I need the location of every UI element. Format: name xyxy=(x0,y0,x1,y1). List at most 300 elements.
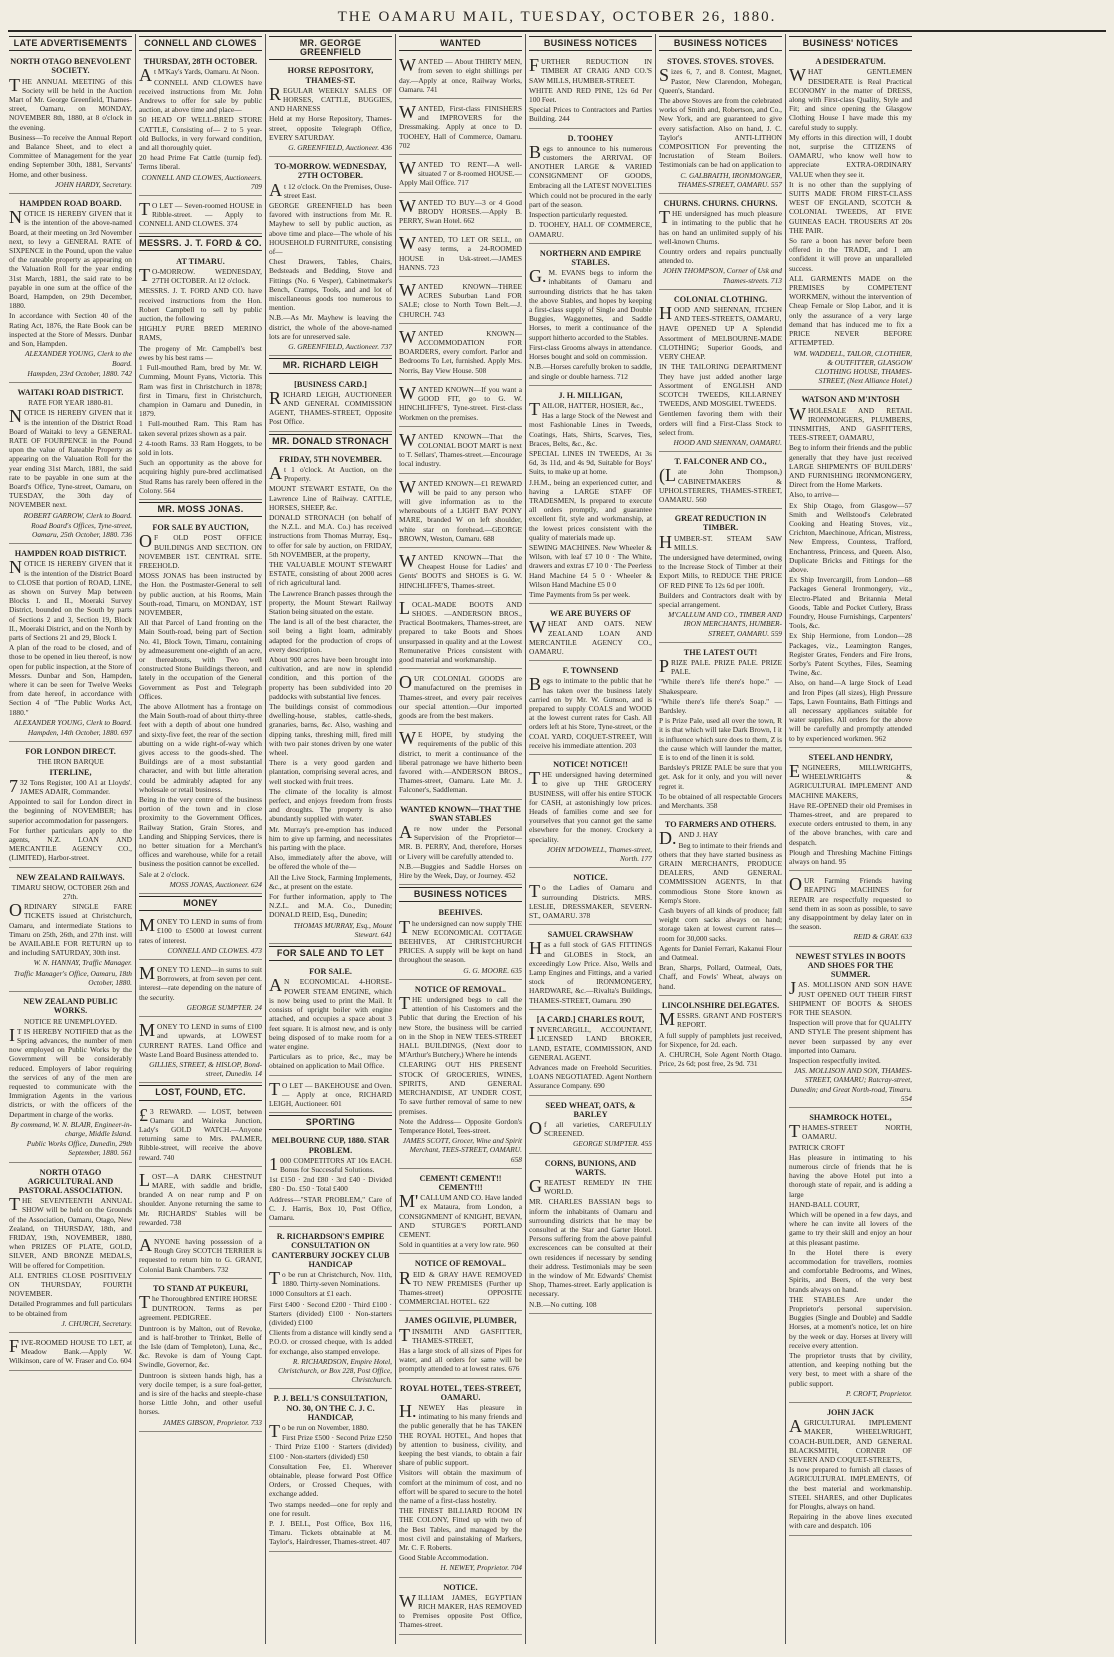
ad-text: LOST—A DARK CHESTNUT MARE, with saddle and bridle, branded A on near rump and P on shoulder. Anyone returning the same to Mr. RICHARDS' Stables will be rewarded. 738 xyxy=(139,1169,262,1227)
ad-heading: MELBOURNE CUP, 1880. STAR PROBLEM. xyxy=(271,1136,390,1155)
ad-signature: GEORGE SUMPTER. 24 xyxy=(186,1002,262,1012)
ad-text: J.H.M., being an experienced cutter, and having a LARGE STAFF OF TRADESMEN, Is prepared to execute all orders promptly, and guarantee excellent fit, style and workmanship, at the lowest prices consistent with the quality of materials made up. xyxy=(529,477,652,542)
ad-text: Country orders and repairs punctually attended to. xyxy=(659,247,782,266)
ad-text: Begs to intimate to the public that he has taken over the business lately carried on by Mr. W. Gunson, and is prepared to supply COALS and WOOD at the lowest current rates for Cash. All orders left at his Store, Tyne-street, or the COAL YARD, COQUET-STREET, Will receive his immediate attention. 203 xyxy=(529,674,652,750)
advertisement xyxy=(789,1405,912,1536)
ad-text: A full supply of pamphlets just received, for Sixpence, for 2d. each. xyxy=(659,1030,782,1049)
ad-text: WHOLESALE AND RETAIL IRONMONGERS, PLUMBERS, TINSMITHS, AND GASFITTERS, TEES-STREET, OAMARU, xyxy=(789,403,912,443)
ad-text: HAVE OPENED UP A Splendid Assortment of MELBOURNE-MADE CLOTHING; Superior Goods, and VERY CHEAP. xyxy=(659,324,782,362)
advertisement xyxy=(269,159,392,356)
ad-heading: TO-MORROW. WEDNESDAY, 27TH OCTOBER. xyxy=(274,162,387,181)
advertisement xyxy=(529,663,652,755)
ad-signature: CONNELL AND CLOWES. 473 xyxy=(167,945,262,955)
advertisement xyxy=(139,1234,262,1279)
ad-text: Such an opportunity as the above for acquiring highly pure-bred acclimatised Stud Rams has rarely been offered in the Colony. 564 xyxy=(139,458,262,495)
ad-signature: HOOD AND SHENNAN, OAMARU. xyxy=(673,437,782,447)
newspaper-page xyxy=(6,34,1108,1644)
advertisement xyxy=(139,962,262,1017)
advertisement xyxy=(529,757,652,868)
ad-date: Traffic Manager's Office, Oamaru, 18th October, 1880. xyxy=(13,968,132,987)
ad-heading: NOTICE. xyxy=(573,873,608,883)
ad-heading: J. H. MILLIGAN, xyxy=(558,390,623,400)
masthead: THE OAMARU MAIL, TUESDAY, OCTOBER 26, 1880. xyxy=(8,4,1106,32)
ad-heading: CHURNS. CHURNS. CHURNS. xyxy=(663,199,778,209)
ad-text: ALL GARMENTS MADE on the PREMISES by COMPETENT WORKMEN, without the intervention of Cheap Female or Slop Labor, and it is only the assurance of a very large demand that has induced me to fix a PRICE NEVER BEFORE ATTEMPTED. xyxy=(789,273,912,348)
ad-text: WANTED KNOWN—If you want a GOOD FIT, go to G. W. HINCHLIFFE'S, Tyne-street. First-class Workmen on the premises. xyxy=(399,382,522,422)
ad-heading: THURSDAY, 28TH OCTOBER. xyxy=(143,57,258,67)
ad-text: The proprietor trusts that by civility, attention, and keeping nothing but the very best, to meet with a share of the public support. xyxy=(789,1351,912,1388)
ad-heading: FOR SALE BY AUCTION, xyxy=(152,523,249,533)
ad-text: OF OLD POST OFFICE BUILDINGS AND SECTION. ON NOVEMBER 1ST. CENTRAL SITE. FREEHOLD. xyxy=(139,531,262,570)
ad-text: Time Payments from 5s per week. xyxy=(529,589,631,599)
section-heading: BUSINESS NOTICES xyxy=(529,36,652,51)
ad-text: Also, immediately after the above, will be offered the whole of the— xyxy=(269,853,392,872)
ad-text: A. CHURCH, Sole Agent North Otago. Price, 2s 6d; post free, 2s 9d. 731 xyxy=(659,1049,782,1069)
advertisement xyxy=(659,196,782,290)
advertisement xyxy=(139,914,262,960)
ad-text: D.AND J. HAY xyxy=(659,828,719,849)
ad-heading: NOTICE. xyxy=(443,1582,478,1592)
section-heading: BUSINESS' NOTICES xyxy=(789,36,912,51)
advertisement xyxy=(529,1098,652,1154)
ad-text: WHAT GENTLEMEN DESIDERATE is Real Practical ECONOMY in the matter of DRESS, along with First-class Quality, Style and Fit; and since opening the Glasgow Clothing House I have made this my careful study to supply. xyxy=(789,65,912,132)
advertisement xyxy=(9,385,132,544)
ad-heading: CEMENT! CEMENT!! CEMENT!!! xyxy=(419,1173,502,1192)
ad-text: WANTED, First-class FINISHERS and IMPROVERS for the Dressmaking. Apply at once to D. TOOHEY, Hall of Commerce, Oamaru. 702 xyxy=(399,102,522,150)
ad-text: WANTED KNOWN—ACCOMMODATION FOR BOARDERS, every comfort. Parlor and Bedrooms To Let, furnished. Apply Mrs. Norris, Bay View House. 508 xyxy=(399,326,522,375)
ad-signature: R. RICHARDSON, Empire Hotel, Christchurch, or Box 228, Post Office, Christchurch. xyxy=(278,1356,392,1385)
ad-heading: FOR LONDON DIRECT. xyxy=(25,747,116,757)
column-1 xyxy=(6,34,136,1644)
ad-text: Two stamps needed—one for reply and one for result. xyxy=(269,1499,392,1518)
advertisement xyxy=(529,927,652,1010)
advertisement xyxy=(139,1169,262,1232)
ad-text: WANTED TO BUY—3 or 4 Good BRODY HORSES.—Apply B. PERRY, Swan Hotel. 662 xyxy=(399,195,522,226)
advertisement xyxy=(399,101,522,155)
section-heading: FOR SALE AND TO LET xyxy=(269,946,392,961)
advertisement xyxy=(399,1256,522,1311)
ad-text: TO-MORROW. WEDNESDAY, 27TH OCTOBER. At 12 o'clock. xyxy=(139,265,262,286)
ad-signature: C. GALBRAITH, IRONMONGER, THAMES-STREET, OAMARU. 557 xyxy=(677,170,782,189)
ad-text: ENGINEERS, MILLWRIGHTS, WHEELWRIGHTS & AGRICULTURAL IMPLEMENT AND MACHINE MAKERS, xyxy=(789,761,912,800)
advertisement xyxy=(399,279,522,324)
advertisement xyxy=(529,54,652,128)
ad-text: G.M. EVANS begs to inform the inhabitants of Oamaru and surrounding districts that he has taken the above Stables, and hopes by keeping a first-class supply of Single and Double Buggies, Waggonettes, and Saddle Horses, to merit a continuance of the support hitherto accorded to the Stables. xyxy=(529,266,652,342)
section-heading: MESSRS. J. T. FORD & CO. xyxy=(139,236,262,251)
ad-text: THE ANNUAL MEETING of this Society will be held in the Auction Mart of Mr. George Greenfield, Thames-street, Oamaru, on MONDAY, NOVEMBER 8th, 1880, at 8 o'clock in the evening. xyxy=(9,74,132,132)
ad-subheading: RATE FOR YEAR 1880-81. xyxy=(28,398,113,408)
ad-text: Which will be opened in a few days, and where he can invite all lovers of the game to try their skill and enjoy an hour at this pleasant pastime. xyxy=(789,1209,912,1247)
section-heading: MR. GEORGE GREENFIELD xyxy=(269,36,392,60)
ad-heading: F. TOWNSEND xyxy=(562,666,619,676)
ad-signature: JAS. MOLLISON AND SON, THAMES-STREET, OAMARU; Ratcray-street, Dunedin; and Great North-road, Timaru. 554 xyxy=(790,1066,912,1103)
ad-text: The climate of the locality is almost perfect, and enjoys freedom from frosts and droughts. The property is also abundantly supplied with water. xyxy=(269,786,392,824)
ad-text: 1000 COMPETITORS AT 10s EACH. Bonus for Successful Solutions. xyxy=(269,1153,392,1174)
ad-text: 1 Full-mouthed Ram, bred by Mr. W. Cumming, Mount Fyans, Victoria. This Ram was first in Christchurch in 1878; first in Timaru, first in Christchurch, champion in Oamaru and Dunedin, in 1879. xyxy=(139,363,262,419)
ad-text: "While there's life there's Soap." —Bardsley. xyxy=(659,696,782,715)
ad-text: FIVE-ROOMED HOUSE TO LET, at Meadow Bank.—Apply W. Wilkinson, care of W. Fraser and Co. 604 xyxy=(9,1336,132,1366)
ad-text: The Thoroughbred ENTIRE HORSE xyxy=(139,1291,258,1312)
ad-text: Is now prepared to furnish all classes of AGRICULTURAL IMPLEMENTS, Of the best material and workmanship. STEEL SHARES, and other Duplicates for Ploughs, always on hand. xyxy=(789,1465,912,1512)
ad-text: MR. CHARLES BASSIAN begs to inform the inhabitants of Oamaru and surrounding districts that he may be consulted at the Star and Garter Hotel. Persons suffering from the above painful excrescences can be consulted at their own residences if necessary by sending their address. Testimonials may be seen in the window of Mr. Edwards' Chemist Shop, Thames-street. Early application is necessary. xyxy=(529,1197,652,1299)
ad-text: All that Parcel of Land fronting on the Main South-road, being part of Section No. 41, Block Town, Timaru, containing by admeasurement one-eighth of an acre, or thereabouts, with Two well constructed Stone Buildings thereon, and lately in the occupation of the General Government as Post and Telegraph Offices. xyxy=(139,618,262,701)
ad-text: At 12 o'clock. On the Premises, Ouse-street East. xyxy=(269,179,392,200)
ad-text: First-class Grooms always in attendance. Horses bought and sold on commission. xyxy=(529,342,652,362)
ad-text: AN ECONOMICAL 4-HORSE-POWER STEAM ENGINE, which is now being used to print the Mail. It consists of upright boiler with engine attached, and occupies a space about 3 feet square. It is almost new, and is only being disposed of to make room for a water engine. xyxy=(269,975,392,1051)
ad-signature: JOHN M'DOWELL, Thames-street, North. 177 xyxy=(546,844,652,864)
ad-text: Appointed to sail for London direct in the beginning of NOVEMBER; has superior accommodation for passengers. xyxy=(9,797,132,825)
ad-text: MONEY TO LEND in sums of £100 and upwards, at LOWEST CURRENT RATES. Land Office and Waste Land Board Business attended to. xyxy=(139,1020,262,1059)
advertisement xyxy=(789,949,912,1108)
ad-text: GEORGE GREENFIELD has been favored with instructions from Mr. R. Mayhew to sell by public auction, as above time and place—The whole of his HOUSEHOLD FURNITURE, consisting of— xyxy=(269,201,392,257)
ad-text: WHEAT AND OATS. NEW ZEALAND LOAN AND MERCANTILE AGENCY CO., OAMARU. xyxy=(529,617,652,656)
ad-text: Special Prices to Contractors and Parties Building. 244 xyxy=(529,105,652,124)
ad-text: Repairing in the above lines executed with care and despatch. 106 xyxy=(789,1512,912,1531)
ad-heading: WANTED KNOWN—THAT THE SWAN STABLES xyxy=(400,804,521,823)
ad-text: A plan of the road to be closed, and of those to be opened in lieu thereof, is now open for public inspection, at the Store of Messrs. Dunbar and Son, Hampden, where it can be seen for Twelve Weeks from date hereof, in accordance with Section 4 of "The Public Works Act, 1880." xyxy=(9,643,132,717)
advertisement xyxy=(269,1133,392,1227)
ad-text: REID & GRAY HAVE REMOVED TO NEW PREMISES (Further up Thames-street) OPPOSITE COMMERCIAL HOTEL. 622 xyxy=(399,1267,522,1307)
ad-text: Are now under the Personal Supervision of the Proprietor— MR. B. PERRY, And, therefore, Horses or Livery will be carefully attended to. xyxy=(399,822,522,861)
advertisement xyxy=(399,1313,522,1378)
ad-text: THE undersigned begs to call the attention of his Customers and the Public that during the Erection of his new Store, the business will be carried on in the Shop in NEW TEES-STREET HALL BUILDINGS, (Next door to M'Arthur's Butchery,) Where he intends xyxy=(399,993,522,1060)
ad-heading: WE ARE BUYERS OF xyxy=(549,609,632,619)
ad-text: Ex Ship Invercargill, from London—68 Packages General Ironmongery, viz., Electro-Plated and Britannia Metal Goods, Table and Pocket Cutlery, Brass Foundry, House Furnishings, Carpenters' Tools, &c. xyxy=(789,575,912,631)
ad-text: Detailed Programmes and full particulars to be obtained from xyxy=(9,1299,132,1318)
ad-text: The buildings consist of commodious dwelling-house, stables, cattle-sheds, granaries, barns, &c. Also, washing and dipping tanks, threshing mill, fired mill with two pair stones driven by one water wheel. xyxy=(269,702,392,758)
ad-text: The progeny of Mr. Campbell's best ewes by his best rams — xyxy=(139,343,262,362)
ad-text: My efforts in this direction will, I doubt not, surprise the CITIZENS of OAMARU, who know well how to appreciate EXTRA-ORDINARY VALUE when they see it. xyxy=(789,132,912,179)
advertisement xyxy=(529,388,652,604)
advertisement xyxy=(789,1110,912,1403)
ad-text: It is no other than the supplying of SUITS MADE FROM FIRST-CLASS WEST OF ENGLAND, SCOTCH & COLONIAL TWEEDS, AT FIVE GUINEAS EACH. TROUSERS AT 20s THE PAIR. xyxy=(789,179,912,235)
section-heading: LATE ADVERTISEMENTS xyxy=(9,36,132,51)
ad-text: At M'Kay's Yards, Oamaru. At Noon. xyxy=(139,65,260,86)
ad-text: SEWING MACHINES. New Wheeler & Wilson, with leaf £7 10 0 · The White, drawers and extras £7 10 0 · The Peerless Hand Machine £4 5 0 · Wheeler & Wilson Hand Machine £5 0 0 xyxy=(529,542,653,589)
advertisement xyxy=(789,392,912,748)
ad-text: At 1 o'clock. At Auction, on the Property. xyxy=(269,462,392,484)
ad-text: In accordance with Section 40 of the Rating Act, 1876, the Rate Book can be inspected at the Store of Messrs. Dunbar and Son, Hampden. xyxy=(9,311,132,349)
ad-text: THE STABLES Are under the Proprietor's personal supervision. Buggies (Single and Double) and Saddle Horses, at a moment's notice, let on hire by the week or day. Horses at livery will receive every attention. xyxy=(789,1294,912,1350)
ad-text: Plough and Threshing Machine Fittings always on hand. 95 xyxy=(789,847,912,867)
ad-text: CLEARING OUT HIS PRESENT STOCK Of GROCERIES, WINES, SPIRITS, AND GENERAL MERCHANDISE, AT UNDER COST, To save further removal of same to new premises. xyxy=(399,1060,522,1116)
ad-text: The undersigned have determined, owing to the Increase Stock of Timber at their Export Mills, to REDUCE THE PRICE OF RED PINE To 12s 6d per 100ft. xyxy=(659,552,782,590)
ad-text: First £400 · Second £200 · Third £100 · Starters (divided) £100 · Non-starters (divided) £100 xyxy=(269,1299,392,1327)
advertisement xyxy=(399,382,522,427)
ad-text: Have RE-OPENED their old Premises in Thames-street, and are prepared to execute orders entrusted to them, in any of the above branches, with care and despatch. xyxy=(789,800,912,847)
ad-text: THE SEVENTEENTH ANNUAL SHOW will be held on the Grounds of the Association, Oamaru, Otago, New Zealand, on THURSDAY, 18th, and FRIDAY, 19th, NOVEMBER, 1880, when PRIZES OF PLATE, GOLD, SILVER, AND BRONZE MEDALS, Will be offered for Competition. xyxy=(9,1194,132,1270)
advertisement xyxy=(269,1078,392,1114)
advertisement xyxy=(139,54,262,196)
advertisement xyxy=(789,750,912,871)
ad-signature: JAMES SCOTT, Grocer, Wine and Spirit Merchant, TEES-STREET, OAMARU. 658 xyxy=(402,1136,522,1164)
ad-heading: NEW ZEALAND PUBLIC WORKS. xyxy=(23,997,118,1016)
ad-text: Note the Address— Opposite Gordon's Temperance Hotel, Tees-street. xyxy=(399,1116,522,1135)
ad-text: DONALD STRONACH (on behalf of the N.Z.L. and M.A. Co.) has received instructions from Thomas Murray, Esq., to offer for sale by auction, on FRIDAY, 5th NOVEMBER, at the property, xyxy=(269,512,392,559)
ad-text: WE HOPE, by studying the requirements of the public of this district, to merit a continuance of the liberal patronage we have hitherto been favored with.—ANDERSON BROS., Thames-street, Oamaru. Late Mr. J. Falconer's, Saddleman. xyxy=(399,728,522,795)
advertisement xyxy=(659,292,782,452)
column-6 xyxy=(656,34,786,1644)
ad-text: The Lawrence Branch passes through the property, the Mount Stewart Railway Station being situated on the estate. xyxy=(269,588,392,616)
ad-signature: G. GREENFIELD, Auctioneer. 436 xyxy=(288,143,392,153)
ad-signature: W. N. HANNAY, Traffic Manager. xyxy=(33,958,132,968)
ad-text: £3 REWARD. — LOST, between Oamaru and Waireka Junction, Lady's GOLD WATCH.—Anyone returning same to Mrs. PALMER, Ribble-street, will receive the above reward. 740 xyxy=(139,1104,262,1162)
ad-text: Business—To receive the Annual Report and Balance Sheet, and to elect a Committee of Management for the year ending September 30th, 1881, Servants' Home, and other business. xyxy=(9,132,132,179)
ad-signature: WM. WADDELL, TAILOR, CLOTHIER, & OUTFITTER, GLASGOW CLOTHING HOUSE, THAMES-STREET, (Next Alliance Hotel.) xyxy=(793,348,912,386)
ad-text: Has a large stock of all sizes of Pipes for water, and all orders for same will be promptly attended to at lowest rates. 676 xyxy=(399,1345,522,1374)
ad-text: PATRICK CROFT xyxy=(789,1142,845,1152)
ad-text: HIGHLY PURE BRED MERINO RAMS, xyxy=(139,324,262,343)
ad-text: 1 Full-mouthed Ram. This Ram has taken several prizes shown as a pair. xyxy=(139,419,262,438)
ad-text: ALL ENTRIES CLOSE POSITIVELY ON THURSDAY, FOURTH NOVEMBER. xyxy=(9,1270,132,1299)
ad-text: Clients from a distance will kindly send a P.O.O. or crossed cheque, with 1s added for exchange, also stamped envelope. xyxy=(269,1328,392,1356)
advertisement xyxy=(399,982,522,1169)
ad-text: MESSRS. J. T. FORD AND CO. have received instructions from the Hon. Robert Campbell to sell by public auction, the following xyxy=(139,286,262,324)
ad-text: All the Live Stock, Farming Implements, &c., at present on the estate. xyxy=(269,872,392,891)
ad-text: ORDINARY SINGLE FARE TICKETS issued at Christchurch, Oamaru, and intermediate Stations to Timaru on 25th, 26th, and 27th inst. will be AVAILABLE FOR RETURN up to and including SATURDAY, 30th inst. xyxy=(9,900,132,958)
column-3 xyxy=(266,34,396,1644)
ad-text: MOUNT STEWART ESTATE, On the Lawrence Line of Railway. CATTLE, HORSES, SHEEP, &c. xyxy=(269,484,392,512)
ad-text: In the Hotel there is every accommodation for travellers, roomies and comfortable Bedrooms, and Wines, Spirits, and Beers, of the very best brands always on hand. xyxy=(789,1247,912,1294)
ad-signature: REID & GRAY. 633 xyxy=(853,932,912,942)
advertisement xyxy=(269,1229,392,1389)
advertisement xyxy=(9,196,132,383)
ad-text: Which could not be procured in the early part of the season. xyxy=(529,190,652,210)
ad-text: MONEY TO LEND—in sums to suit Borrowers, at from seven per cent. interest—rate depending on the nature of the security. xyxy=(139,963,262,1002)
ad-text: OUR COLONIAL GOODS are manufactured on the premises in Thames-street, and every pair receives our special attention.—Our imported goods are from the best makers. xyxy=(399,672,522,720)
ad-heading: NORTH OTAGO BENEVOLENT SOCIETY. xyxy=(10,57,131,76)
ad-subheading: THE IRON BARQUE xyxy=(37,757,104,767)
section-heading: BUSINESS NOTICES xyxy=(399,887,522,902)
ad-text: P. J. BELL, Post Office, Box 116, Timaru. Tickets obtainable at M. Taylor's, Hairdresser, Thames-street. 407 xyxy=(269,1519,392,1547)
advertisement xyxy=(399,1381,522,1578)
ad-text: Also, to arrive— xyxy=(789,490,839,500)
ad-text: TINSMITH AND GASFITTER, THAMES-STREET, xyxy=(399,1324,522,1345)
advertisement xyxy=(399,905,522,979)
ad-text: Held at my Horse Repository, Thames-street, opposite Telegraph Office, EVERY SATURDAY. xyxy=(269,114,392,142)
ad-heading: WATSON AND M'INTOSH xyxy=(801,395,900,405)
ad-text: Visitors will obtain the maximum of comfort at the minimum of cost, and no effort will be spared to secure to the hotel the name of a first-class hostelry. xyxy=(399,1468,522,1506)
ad-text: Also, on hand—A large Stock of Lead and Iron Pipes (all sizes), High Pressure Taps, Lawn Fountains, Bath Fittings and all necessary appliances suitable for water supplies. All orders for the above will be carefully and promptly attended to by experienced workmen. 962 xyxy=(789,678,912,743)
ad-text: Ex Ship Otago, from Glasgow—57 Smith and Wellstood's Celebrated Cooking and Heating Stoves, viz., Crichton, Maechinoue, African, Mistress, New Empress, Countess, Trafford, Enchantress, Princess, and Queen. Also, Duplicate Bricks and Fittings for the above. xyxy=(789,500,912,574)
ad-text: WANTED KNOWN—That the Cheapest House for Ladies' and Gents' BOOTS and SHOES is G. W. HINCHLIFFE'S, Thames-street. xyxy=(399,550,522,590)
ad-signature: JAMES GIBSON, Proprietor. 733 xyxy=(162,1417,262,1427)
ad-heading: [A CARD.] CHARLES ROUT, xyxy=(536,1014,645,1024)
ad-text: Inspection will prove that for QUALITY AND STYLE The present shipment has never been surpassed by any ever imported into Oamaru. xyxy=(789,1018,912,1055)
ad-text: Builders and Contractors dealt with by special arrangement. xyxy=(659,590,782,609)
ad-signature: G. G. MOORE. 635 xyxy=(463,965,522,975)
advertisement xyxy=(399,195,522,231)
ad-text: Beg to inform their friends and the public generally that they have just received LARGE SHIPMENTS OF BUILDERS' AND FURNISHING IRONMONGERY, Direct from the Home Markets. xyxy=(789,443,912,490)
column-7 xyxy=(786,34,915,1644)
advertisement xyxy=(399,232,522,277)
ad-text: Begs to announce to his numerous customers the ARRIVAL OF ANOTHER LARGE & VARIED CONSIGNMENT OF GOODS, Embracing all the LATEST NOVELTIES xyxy=(529,141,652,190)
ad-text: Duntroon is by Malton, out of Revoke, and is half-brother to Trinket, Belle of the Isle (dam of Templeton), Luna, &c., &c. Revoke is dam of Young Capt. Swindle, Governor, &c. xyxy=(139,1323,262,1370)
ad-text: Chest Drawers, Tables, Chairs, Bedsteads and Bedding, Stove and Fittings (No. 6 Vesper), Cabinetmaker's Bench, Cramps, Tools, and and lot of miscellaneous goods too numerous to mention. xyxy=(269,257,392,313)
section-heading: LOST, FOUND, ETC. xyxy=(139,1085,262,1100)
ad-signature: P. CROFT, Proprietor. xyxy=(845,1388,912,1398)
column-4 xyxy=(396,34,526,1644)
ad-text: Agents for Daniel Ferrari, Kakanui Flour and Oatmeal. xyxy=(659,943,782,963)
ad-text: WANTED KNOWN—That the COLONIAL BOOT MART is next to T. Sellars', Thames-street.—Encourage local industry. xyxy=(399,429,522,469)
ad-text: THE VALUABLE MOUNT STEWART ESTATE, consisting of about 2000 acres of rich agricultural land. xyxy=(269,559,392,588)
advertisement xyxy=(529,1156,652,1314)
ad-text: WANTED, TO LET OR SELL, on easy terms, a 24-ROOMED HOUSE in Usk-street.—JAMES HANNS. 723 xyxy=(399,233,522,272)
section-heading: MR. DONALD STRONACH xyxy=(269,434,392,449)
ad-signature: By command, W. N. BLAIR, Engineer-in-charge, Middle Island. xyxy=(10,1119,132,1138)
ad-text: DUNTROON. Terms as per agreement. PEDIGREE. xyxy=(139,1304,262,1323)
ad-text: Inspection particularly requested. xyxy=(529,210,628,220)
advertisement xyxy=(399,727,522,799)
advertisement xyxy=(789,873,912,946)
ad-text: OUR Farming Friends having REAPING MACHINES for REPAIR are respectfully requested to send them in as soon as possible, to save any disappointment by delay later on in the season. xyxy=(789,874,912,932)
advertisement xyxy=(139,1104,262,1167)
ad-text: MESSRS. GRANT AND FOSTER'S REPORT. xyxy=(659,1009,782,1030)
ad-heading: BEEHIVES. xyxy=(438,908,483,918)
ad-text: TAILOR, HATTER, HOSIER, &c., xyxy=(529,398,644,419)
ad-heading: T. FALCONER AND CO., xyxy=(674,457,767,467)
advertisement xyxy=(139,1281,262,1432)
ad-heading: NEWEST STYLES IN BOOTS AND SHOES FOR THE SUMMER. xyxy=(795,951,906,980)
ad-heading: GREAT REDUCTION IN TIMBER. xyxy=(674,514,767,533)
ad-text: The above Stoves are from the celebrated works of Smith and, Robertson, and Co., New York, and are guaranteed to give every satisfaction. Also on hand, J. C. Taylor's ANTI-LITHON COMPOSITION For preventing the Incrustation of Steam Boilers. Testimonials can be had on application to xyxy=(659,96,782,170)
ad-text: N.B.—As Mr. Mayhew is leaving the district, the whole of the above-named lots are for unreserved sale. xyxy=(269,313,392,341)
ad-text: THE undersigned has much pleasure in intimating to the public that he has on hand an unlimited supply of his well-known Churns. xyxy=(659,207,782,246)
ad-text: Address—"STAR PROBLEM," Care of C. J. Harris, Box 10, Post Office, Oamaru. xyxy=(269,1194,392,1222)
ad-text: 20 head Prime Fat Cattle (turnip fed). Terms liberal. xyxy=(139,153,262,172)
advertisement xyxy=(269,1391,392,1551)
ad-heading: D. TOOHEY xyxy=(567,133,614,143)
advertisement xyxy=(399,157,522,193)
ad-text: Good Stable Accommodation. xyxy=(399,1553,489,1563)
ad-heading: P. J. BELL'S CONSULTATION, NO. 30, ON THE C. J. C. HANDICAP, xyxy=(273,1394,388,1422)
ad-signature: CONNELL AND CLOWES, Auctioneers. 709 xyxy=(141,172,262,191)
ad-text: REGULAR WEEKLY SALES OF HORSES, CATTLE, BUGGIES, AND HARNESS xyxy=(269,83,392,114)
ad-text: SPECIAL LINES IN TWEEDS, At 3s 6d, 3s 11d, and 4s 9d, Suitable for Boys' Suits, to make up at home. xyxy=(529,448,652,477)
advertisement xyxy=(399,671,522,725)
ad-text: N.B.—No cutting. 108 xyxy=(529,1299,597,1309)
column-5 xyxy=(526,34,656,1644)
ad-text: The undersigned can now supply THE NEW ECONOMICAL COTTAGE BEEHIVES, AT CHRISTCHURCH PRICES. A supply will be kept on hand throughout the season. xyxy=(399,916,522,965)
ad-text: THE FINEST BILLIARD ROOM IN THE COLONY, Fitted up with two of the Best Tables, and managed by the most civil and painstaking of Markers, Mr. C. F. Roberts. xyxy=(399,1506,522,1553)
ad-text: Sizes 6, 7, and 8. Contest, Magnet, Pastor, New Clarendon, Mohegan, Queen's, Standard. xyxy=(659,65,782,95)
ad-signature: MOSS JONAS, Auctioneer. 624 xyxy=(169,879,262,889)
ad-heading: JOHN JACK xyxy=(826,1408,875,1418)
ad-text: RICHARD LEIGH, AUCTIONEER AND GENERAL COMMISSION AGENT, THAMES-STREET, Opposite Post Office. xyxy=(269,387,392,427)
ad-text: IT IS HEREBY NOTIFIED that as the Spring advances, the number of men now employed on Public Works by the Government will be considerably reduced. Employers of labor requiring the services of any of the men are requested to communicate with the Immigration Agents in the various districts, or with the officers of the Department in charge of the works. xyxy=(9,1024,132,1119)
ad-heading: HORSE REPOSITORY, THAMES-ST. xyxy=(287,66,374,85)
ad-signature: ALEXANDER YOUNG, Clerk to the Board. xyxy=(25,349,132,368)
ad-date: Public Works Office, Dunedin, 29th September, 1880. 561 xyxy=(26,1139,132,1158)
advertisement xyxy=(139,198,262,234)
advertisement xyxy=(399,54,522,99)
ad-text: N.B.—Buggies and Saddle Horses on Hire by the Week, Day, or Journey. 452 xyxy=(399,861,522,881)
advertisement xyxy=(9,1335,132,1371)
ad-heading: FRIDAY, 5TH NOVEMBER. xyxy=(279,454,382,464)
ad-subheading: TIMARU SHOW, OCTOBER 26th and 27th. xyxy=(11,882,130,902)
advertisement xyxy=(529,606,652,661)
ad-text: NOTICE IS HEREBY GIVEN that it is the intention of the above-named Board, at their meeting on 3rd November next, to levy a GENERAL RATE of SIXPENCE in the Pound, upon the value of the rateable property as appearing on the Valuation Roll for the year ending 31st March, 1881, the said rate to be payable in one sum at the office of the Board, Hampden, on 29th December, 1880. xyxy=(9,207,132,311)
ad-signature: THOMAS MURRAY, Esq., Mount Stewart. 641 xyxy=(293,920,392,939)
ad-text: M'CALLUM AND CO. Have landed ex Mataura, from London, a CONSIGNMENT of KNIGHT, BEVAN, AND STURGE'S PORTLAND CEMENT. xyxy=(399,1191,522,1239)
ad-signature: JOHN THOMPSON, Corner of Usk and Thames-streets. 713 xyxy=(662,266,782,285)
ad-text: So rare a boon has never before been offered in the TRADE, and I am confident it will prove an unparalleled success. xyxy=(789,236,912,273)
ad-heading: HAMPDEN ROAD BOARD. xyxy=(19,199,122,209)
ad-text: To the Ladies of Oamaru and surrounding Districts. MRS. LESLIE, DRESSMAKER, SEVERN-ST., OAMARU. 378 xyxy=(529,881,652,921)
ad-text: PRIZE PALE. PRIZE PALE. PRIZE PALE. xyxy=(659,655,782,677)
advertisement xyxy=(269,964,392,1075)
advertisement xyxy=(399,429,522,474)
ad-text: TO LET — BAKEHOUSE and Oven. — Apply at once, RICHARD LEIGH, Auctioneer. 601 xyxy=(269,1078,392,1108)
section-heading: MR. RICHARD LEIGH xyxy=(269,358,392,373)
advertisement xyxy=(9,546,132,742)
ad-text: First Prize £500 · Second Prize £250 · Third Prize £100 · Starters (divided) £100 · Non-starters (divided) £50 xyxy=(269,1433,392,1461)
ad-text: WILLIAM JAMES, EGYPTIAN RICH MAKER, HAS REMOVED to Premises opposite Post Office, Thames-street. xyxy=(399,1590,522,1630)
ad-text: H.NEWEY Has pleasure in intimating to his many friends and the public generally that he has TAKEN THE ROYAL HOTEL, And hopes that by attention to business, civility, and keeping the best viands, to obtain a fair share of public support. xyxy=(399,1400,522,1468)
ad-text: 732 Tons Register, 100 A1 at Lloyds'. JAMES ADAIR, Commander. xyxy=(9,775,132,797)
advertisement xyxy=(269,63,392,157)
advertisement xyxy=(269,452,392,944)
ad-text: FURTHER REDUCTION IN TIMBER AT CRAIG AND CO.'S SAW MILLS, HUMBER-STREET. xyxy=(529,55,652,85)
ad-heading: FOR SALE. xyxy=(309,967,352,977)
ad-date: Road Board's Offices, Tyne-street, Oamaru, 25th October, 1880. 736 xyxy=(31,520,132,539)
advertisement xyxy=(789,54,912,390)
ad-text: 1st £150 · 2nd £80 · 3rd £40 · Divided £80 · Do. £50 · Total £400 xyxy=(269,1175,392,1194)
advertisement xyxy=(659,54,782,194)
ad-text: Of all varieties, CAREFULLY SCREENED. xyxy=(529,1117,652,1139)
ad-heading: AT TIMARU. xyxy=(176,256,225,266)
section-heading: SPORTING xyxy=(269,1115,392,1130)
section-heading: WANTED xyxy=(399,36,522,51)
ad-heading: SEED WHEAT, OATS, & BARLEY xyxy=(545,1100,636,1119)
ad-heading: HAMPDEN ROAD DISTRICT. xyxy=(14,549,127,559)
section-heading: CONNELL AND CLOWES xyxy=(139,36,262,51)
ad-date: Hampden, 23rd October, 1880. 742 xyxy=(27,368,132,378)
ad-heading: THE LATEST OUT! xyxy=(683,647,758,657)
advertisement xyxy=(9,54,132,194)
ad-text: Mr. Murray's pre-emption has induced him to give up farming, and necessitates his parting with the place. xyxy=(269,824,392,853)
ad-text: P is Prize Pale, used all over the town, R it is that which will take Dark Brown, I it is influence which sure does to them, Z is the cause which will launder the matter, E is to end of the linen it is sold. xyxy=(659,716,782,763)
ad-text: Duntroon is sixteen hands high, has a very docile temper, is a sure foal-getter, and is sire of the hacks and steeple-chase horse Little John, and other useful horses. xyxy=(139,1370,262,1417)
section-heading: BUSINESS NOTICES xyxy=(659,36,782,51)
ad-text: LOCAL-MADE BOOTS AND SHOES. —ANDERSON BROS., Practical Bootmakers, Thames-street, are prepared to take Boots and Shoes unsurpassed in quality and at the Lowest Remunerative Prices consistent with good material and workmanship. xyxy=(399,597,522,664)
ad-text: WANTED KNOWN—THREE ACRES Suburban Land FOR SALE; close to North Town Belt.—J. CHURCH. 743 xyxy=(399,280,522,319)
ad-heading: STEEL AND HENDRY, xyxy=(808,752,893,762)
ad-text: THE undersigned having determined to give up THE GROCERY BUSINESS, will offer his entire STOCK for CASH, at astonishingly low prices. Heads of families come and see for yourselves that you cannot get the same elsewhere for the money. Crockery a speciality. xyxy=(529,768,652,844)
ship-name: ITERLINE, xyxy=(49,767,92,777)
advertisement xyxy=(9,744,132,867)
ad-heading: TO FARMERS AND OTHERS. xyxy=(664,820,777,830)
ad-heading: LINCOLNSHIRE DELEGATES. xyxy=(661,1000,780,1010)
advertisement xyxy=(659,645,782,815)
ad-text: Particulars as to price, &c., may be obtained on application to Mail Office. xyxy=(269,1052,392,1071)
ad-text: Sold in quantities at a very low rate. 960 xyxy=(399,1240,519,1250)
ad-heading: NOTICE! NOTICE!! xyxy=(553,760,628,770)
ad-subheading: NOTICE RE UNEMPLOYED. xyxy=(24,1016,117,1026)
ad-text: 2 4-tooth Rams. 33 Ram Hoggets, to be sold in lots. xyxy=(139,438,262,457)
ad-text: About 900 acres have been brought into cultivation, and are now in splendid condition, and this portion of the property has been subdivided into 20 paddocks with substantial live fences. xyxy=(269,654,392,701)
ad-text: Bran, Sharps, Pollard, Oatmeal, Oats, Chaff, and Fowls' Wheat, always on hand. xyxy=(659,963,782,991)
advertisement xyxy=(9,870,132,992)
advertisement xyxy=(399,802,522,886)
ad-heading: [BUSINESS CARD.] xyxy=(294,379,367,389)
advertisement xyxy=(9,994,132,1162)
ad-signature: GEORGE SUMPTER. 455 xyxy=(572,1139,652,1149)
ad-text: MONEY TO LEND in sums of from £100 to £5000 at lowest current rates of interest. xyxy=(139,915,262,945)
ad-heading: CORNS, BUNIONS, AND WARTS. xyxy=(544,1158,637,1177)
ad-heading: NORTH OTAGO AGRICULTURAL AND PASTORAL ASSOCIATION. xyxy=(18,1167,123,1195)
ad-heading: ROYAL HOTEL, TEES-STREET, OAMARU. xyxy=(400,1383,521,1402)
